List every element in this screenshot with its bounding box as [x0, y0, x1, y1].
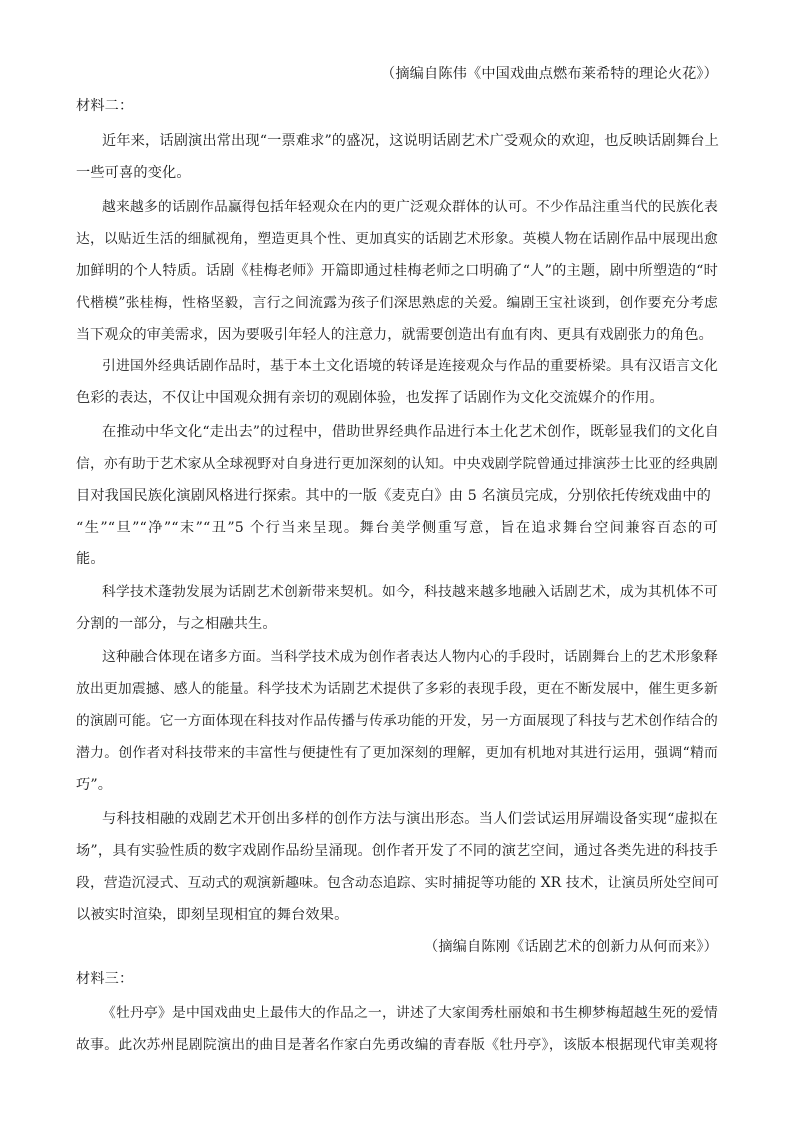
- paragraph-line: 潜力。创作者对科技带来的丰富性与便捷性有了更加深刻的理解，更加有机地对其进行运用，强调“精而: [76, 745, 718, 761]
- paragraph-line: 近年来，话剧演出常出现“一票难求”的盛况，这说明话剧艺术广受观众的欢迎，也反映话剧舞台上: [102, 133, 719, 149]
- paragraph-line: 目对我国民族化演剧风格进行探索。其中的一版《麦克白》由 5 名演员完成，分别依托传统戏曲中的: [76, 488, 712, 504]
- paragraph-line: 科学技术蓬勃发展为话剧艺术创新带来契机。如今，科技越来越多地融入话剧艺术，成为其机体不可: [102, 584, 718, 600]
- paragraph-line: 引进国外经典话剧作品时，基于本土文化语境的转译是连接观众与作品的重要桥梁。具有汉语言文化: [102, 358, 718, 374]
- source-citation-1: （摘编自陈伟《中国戏曲点燃布莱希特的理论火花》）: [380, 66, 718, 82]
- paragraph-line: 越来越多的话剧作品赢得包括年轻观众在内的更广泛观众群体的认可。不少作品注重当代的民族化表: [102, 199, 718, 215]
- paragraph-line: 这种融合体现在诸多方面。当科学技术成为创作者表达人物内心的手段时，话剧舞台上的艺术形象释: [102, 649, 718, 665]
- paragraph-line: 信，亦有助于艺术家从全球视野对自身进行更加深刻的认知。中央戏剧学院曾通过排演莎士比亚的经典剧: [76, 456, 718, 472]
- paragraph-line: 分割的一部分，与之相融共生。: [76, 616, 277, 632]
- paragraph-line: 能。: [76, 551, 105, 567]
- paragraph-line: 色彩的表达，不仅让中国观众拥有亲切的观剧体验，也发挥了话剧作为文化交流媒介的作用。: [76, 390, 664, 406]
- paragraph-line: 故事。此次苏州昆剧院演出的曲目是著名作家白先勇改编的青春版《牡丹亭》，该版本根据现代审美观将: [76, 1037, 718, 1053]
- paragraph-line: 与科技相融的戏剧艺术开创出多样的创作方法与演出形态。当人们尝试运用屏端设备实现“虚拟在: [102, 811, 718, 827]
- paragraph-line: “生”“旦”“净”“末”“丑”5 个行当来呈现。舞台美学侧重写意，旨在追求舞台空间兼容百态的可: [76, 520, 718, 536]
- paragraph-line: 《牡丹亭》是中国戏曲史上最伟大的作品之一，讲述了大家闺秀杜丽娘和书生柳梦梅超越生死的爱情: [102, 1005, 718, 1021]
- paragraph-line: 一些可喜的变化。: [76, 165, 191, 181]
- paragraph-line: 达，以贴近生活的细腻视角，塑造更具个性、更加真实的话剧艺术形象。英模人物在话剧作品中展现出愈: [76, 231, 718, 247]
- paragraph-line: 的演剧可能。它一方面体现在科技对作品传播与传承功能的开发，另一方面展现了科技与艺术创作结合的: [76, 713, 718, 729]
- paragraph-line: 巧”。: [76, 777, 113, 793]
- paragraph-line: 放出更加震撼、感人的能量。科学技术为话剧艺术提供了多彩的表现手段，更在不断发展中，催生更多新: [76, 681, 718, 697]
- paragraph-line: 当下观众的审美需求，因为要吸引年轻人的注意力，就需要创造出有血有肉、更具有戏剧张力的角色。: [76, 327, 713, 343]
- paragraph-line: 代楷模”张桂梅，性格坚毅，言行之间流露为孩子们深思熟虑的关爱。编剧王宝社谈到，创作要充分考虑: [76, 295, 718, 311]
- paragraph-line: 以被实时渲染，即刻呈现相宜的舞台效果。: [76, 907, 349, 923]
- material-2-heading: 材料二：: [76, 98, 134, 114]
- paragraph-line: 加鲜明的个人特质。话剧《桂梅老师》开篇即通过桂梅老师之口明确了“人”的主题，剧中所塑造的“时: [76, 263, 718, 279]
- paragraph-line: 段，营造沉浸式、互动式的观演新趣味。包含动态追踪、实时捕捉等功能的 XR 技术，让演员所处空间可: [76, 875, 720, 891]
- paragraph-line: 在推动中华文化“走出去”的过程中，借助世界经典作品进行本土化艺术创作，既彰显我们的文化自: [102, 424, 719, 440]
- source-citation-2: （摘编自陈刚《话剧艺术的创新力从何而来》）: [424, 939, 718, 955]
- paragraph-line: 场”，具有实验性质的数字戏剧作品纷呈涌现。创作者开发了不同的演艺空间，通过各类先进的科技手: [76, 843, 718, 859]
- material-3-heading: 材料三：: [76, 971, 134, 987]
